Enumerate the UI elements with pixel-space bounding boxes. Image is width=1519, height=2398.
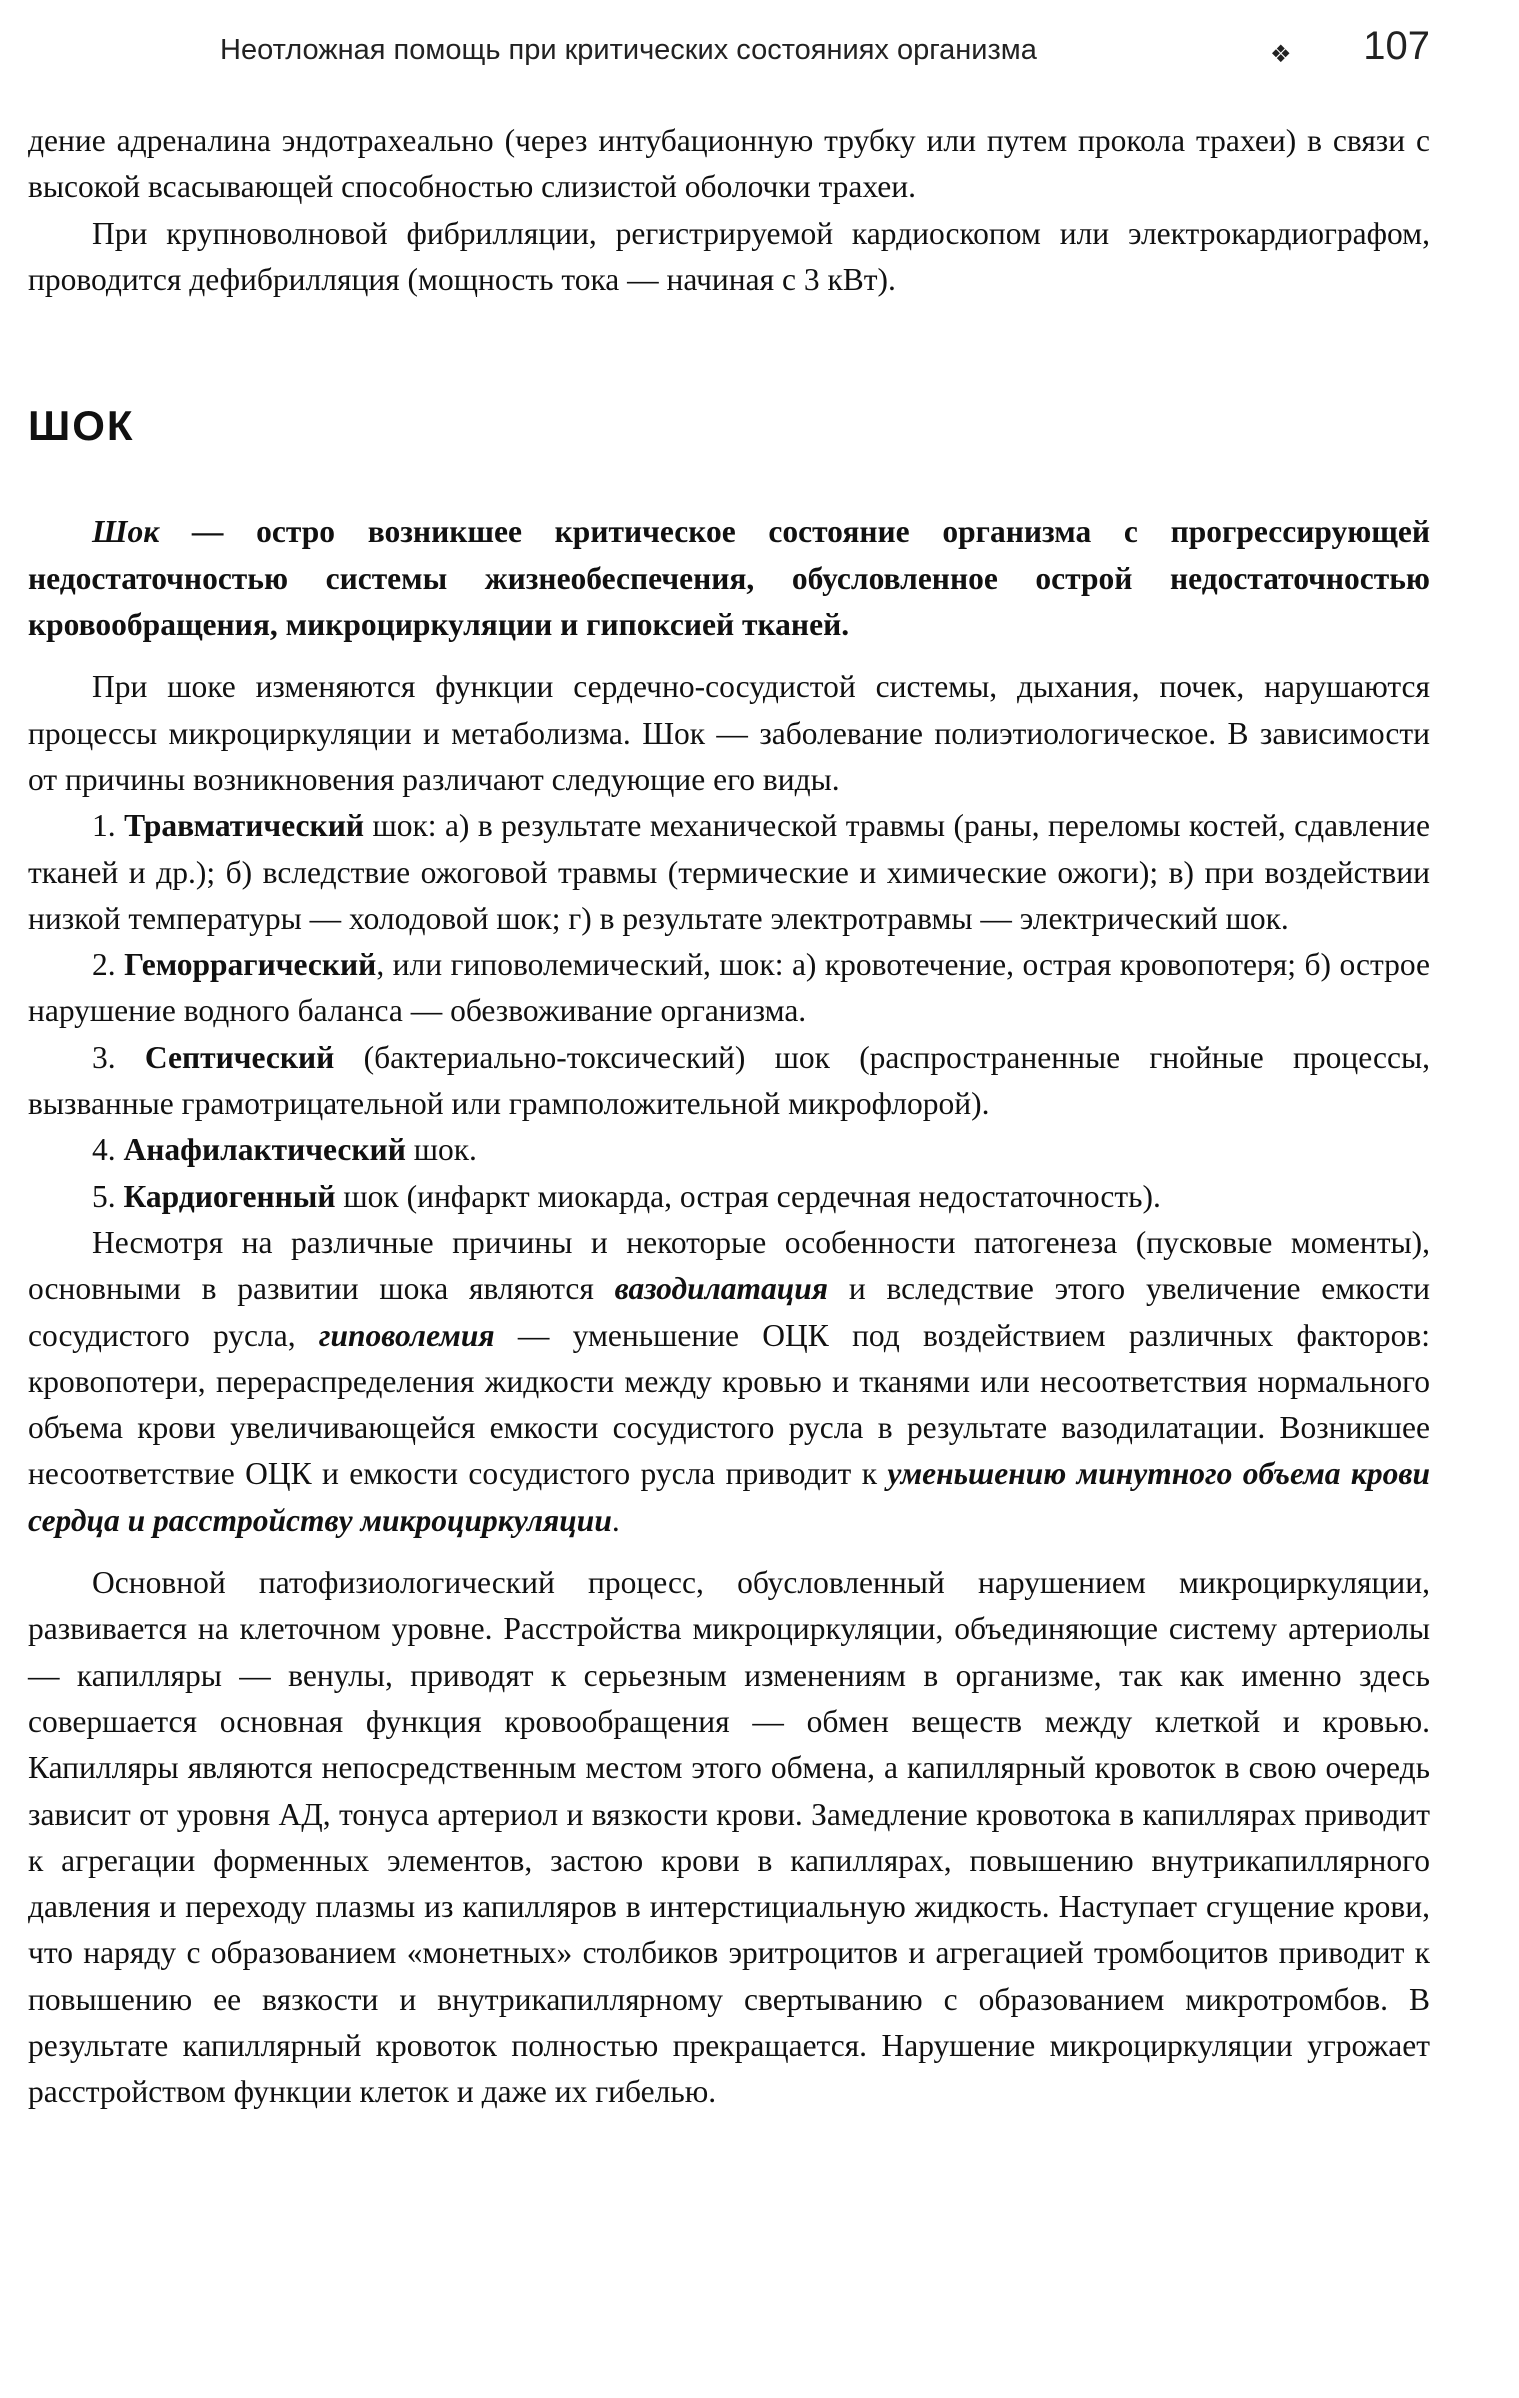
microcirculation-paragraph: Основной патофизиологический процесс, обусловленный нарушением микроциркуляции, развивается на клеточном уровне. Расстройства микроциркуляции, объединяющие систему артериолы — капилляры — венулы, приводят к серьезным изменениям в организме, так как именно здесь совершается основная функция кровообращения — обмен веществ между клеткой и кровью. Капилляры являются непосредственным местом этого обмена, а капиллярный кровоток в свою очередь зависит от уровня АД, тонуса артериол и вязкости крови. Замедление кровотока в капиллярах приводит к агрегации форменных элементов, застою крови в капиллярах, повышению внутрикапиллярного давления и переходу плазмы из капилляров в интерстициальную жидкость. Наступает сгущение крови, что наряду с образованием «монетных» столбиков эритроцитов и агрегацией тромбоцитов приводит к повышению ее вязкости и внутрикапиллярному свертыванию с образованием микротромбов. В результате капиллярный кровоток полностью прекращается. Нарушение микроциркуляции угрожает расстройством функции клеток и даже их гибелью. [28, 1565, 1430, 2110]
shock-type-term: Геморрагический [124, 947, 377, 983]
diamond-icon: ❖ [1270, 41, 1292, 68]
definition-term: Шок [92, 514, 160, 550]
shock-type-term: Анафилактический [123, 1132, 406, 1168]
section-title: ШОК [28, 402, 135, 450]
definition-text: — остро возникшее критическое состояние организма с прогрессирующей недостаточностью системы жизнеобеспечения, обусловленное острой недостаточностью кровообращения, микроциркуляции и гипоксией тканей. [28, 514, 1430, 643]
shock-type-term: Травматический [124, 808, 364, 844]
emphasis-term: гиповолемия [318, 1317, 495, 1353]
shock-type-item: 3. Септический (бактериально-токсический) шок (распространенные гнойные процессы, вызванные грамотрицательной или грамположительной микрофлорой). [28, 1039, 1430, 1122]
shock-type-item: 1. Травматический шок: а) в результате механической травмы (раны, переломы костей, сдавление тканей и др.); б) вследствие ожоговой травмы (термические и химические ожоги); в) при воздействии низкой температуры — холодовой шок; г) в результате электротравмы — электрический шок. [28, 808, 1431, 936]
shock-type-term: Кардиогенный [123, 1178, 336, 1214]
emphasis-term: уменьшению минутного объема крови сердца и расстройству микроциркуляции [28, 1456, 1430, 1538]
shock-type-term: Септический [144, 1039, 335, 1075]
intro-paragraph-defibrillation: При крупноволновой фибрилляции, регистрируемой кардиоскопом или электрокардиографом, проводится дефибрилляция (мощность тока — начиная с 3 кВт). [28, 215, 1430, 297]
page-body [28, 118, 1430, 2116]
shock-type-item: 2. Геморрагический, или гиповолемический, шок: а) кровотечение, острая кровопотеря; б) острое нарушение водного баланса — обезвоживание организма. [28, 947, 1430, 1029]
emphasis-term: вазодилатация [614, 1271, 829, 1307]
shock-types-intro: При шоке изменяются функции сердечно-сосудистой системы, дыхания, почек, нарушаются процессы микроциркуляции и метаболизма. Шок — заболевание полиэтиологическое. В зависимости от причины возникновения различают следующие его виды. [28, 669, 1430, 797]
running-title: Неотложная помощь при критических состояниях организма [220, 34, 1037, 66]
page-number: 107 [1363, 24, 1430, 68]
shock-definition [28, 509, 1430, 648]
pathogenesis-paragraph: Несмотря на различные причины и некоторые особенности патогенеза (пусковые моменты), основными в развитии шока являются вазодилатация и вследствие этого увеличение емкости сосудистого русла, гиповолемия — уменьшение ОЦК под воздействием различных факторов: кровопотери, перераспределения жидкости между кровью и тканями или несоответствия нормального объема крови увеличивающейся емкости сосудистого русла в результате вазодилатации. Возникшее несоответствие ОЦК и емкости сосудистого русла приводит к уменьшению минутного объема крови сердца и расстройству микроциркуляции. [28, 1224, 1430, 1538]
intro-paragraph-continuation: дение адреналина эндотрахеально (через интубационную трубку или путем прокола трахеи) в связи с высокой всасывающей способностью слизистой оболочки трахеи. [28, 123, 1430, 205]
shock-type-item: 4. Анафилактический шок. [92, 1132, 477, 1168]
shock-type-item: 5. Кардиогенный шок (инфаркт миокарда, острая сердечная недостаточность). [92, 1178, 1161, 1214]
page-header [220, 22, 1430, 72]
